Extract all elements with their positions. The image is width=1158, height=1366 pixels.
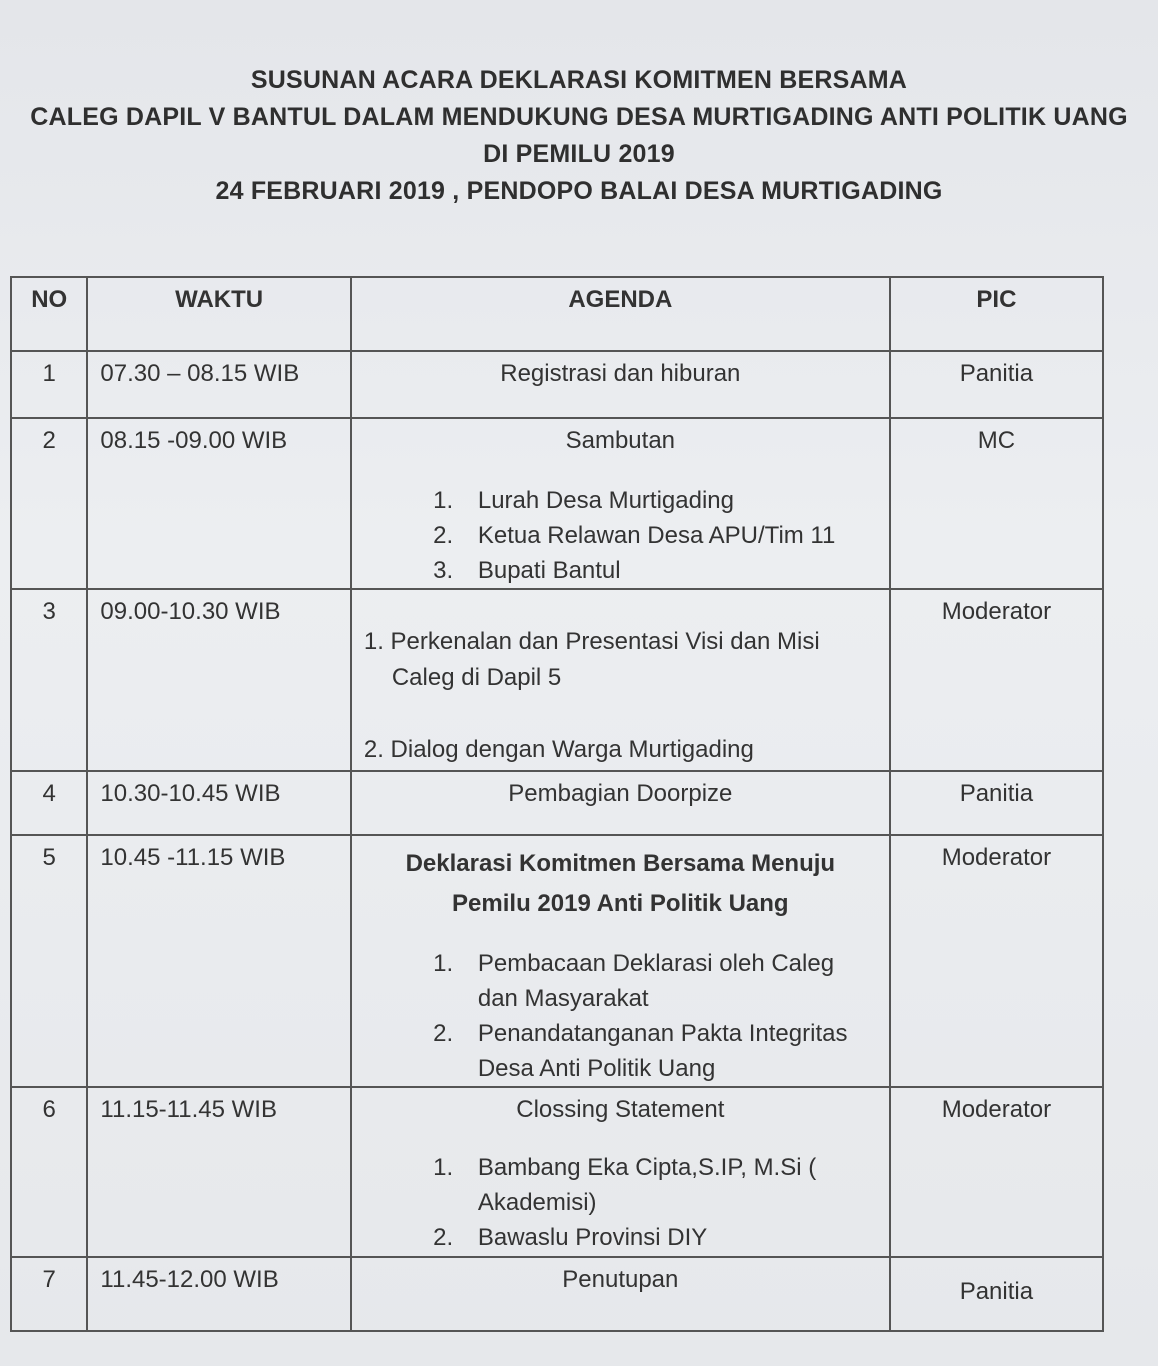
agenda-title: Registrasi dan hiburan bbox=[500, 360, 741, 387]
list-item: 1. Bambang Eka Cipta,S.IP, M.Si ( Akademisi) bbox=[460, 1150, 877, 1220]
row-agenda bbox=[351, 771, 890, 835]
row-pic: Panitia bbox=[890, 1257, 1103, 1331]
row-no: 1 bbox=[11, 351, 87, 418]
agenda-title: Penutupan bbox=[562, 1266, 679, 1293]
table-row bbox=[11, 351, 1103, 418]
row-no: 7 bbox=[11, 1257, 87, 1331]
row-no: 5 bbox=[11, 835, 87, 1087]
agenda-title: Deklarasi Komitmen Bersama Menuju bbox=[405, 850, 836, 877]
row-agenda bbox=[351, 418, 890, 589]
row-pic: Moderator bbox=[890, 1087, 1103, 1257]
row-pic: Panitia bbox=[890, 351, 1103, 418]
agenda-title: Sambutan bbox=[565, 427, 676, 454]
agenda-table bbox=[10, 276, 1104, 1332]
agenda-paragraph bbox=[364, 624, 877, 696]
row-no: 6 bbox=[11, 1087, 87, 1257]
row-pic: Moderator bbox=[890, 589, 1103, 771]
header-line-2: CALEG DAPIL V BANTUL DALAM MENDUKUNG DESA MURTIGADING ANTI POLITIK UANG bbox=[30, 103, 1128, 131]
row-waktu: 10.30-10.45 WIB bbox=[87, 771, 350, 835]
deklarasi-list bbox=[364, 946, 877, 1086]
list-item: 3. Bupati Bantul bbox=[460, 553, 877, 588]
row-no: 4 bbox=[11, 771, 87, 835]
row-pic: Moderator bbox=[890, 835, 1103, 1087]
row-waktu: 07.30 – 08.15 WIB bbox=[87, 351, 350, 418]
agenda-paragraph: 2. Dialog dengan Warga Murtigading bbox=[363, 736, 754, 763]
list-item: 2. Bawaslu Provinsi DIY bbox=[460, 1220, 877, 1255]
column-header-no: NO bbox=[11, 277, 87, 351]
list-item: 2. Ketua Relawan Desa APU/Tim 11 bbox=[460, 518, 877, 553]
table-row bbox=[11, 589, 1103, 771]
table-row bbox=[11, 1087, 1103, 1257]
row-agenda bbox=[351, 351, 890, 418]
header-line-4: 24 FEBRUARI 2019 , PENDOPO BALAI DESA MURTIGADING bbox=[215, 177, 943, 205]
row-pic: Panitia bbox=[890, 771, 1103, 835]
list-item: 2. Penandatanganan Pakta Integritas Desa Anti Politik Uang bbox=[460, 1016, 877, 1086]
paragraph-line: 1. Perkenalan dan Presentasi Visi dan Misi bbox=[363, 628, 820, 655]
list-item: 1. Pembacaan Deklarasi oleh Caleg dan Masyarakat bbox=[460, 946, 877, 1016]
table-row bbox=[11, 1257, 1103, 1331]
list-item: 1. Lurah Desa Murtigading bbox=[460, 483, 877, 518]
table-header-row bbox=[11, 277, 1103, 351]
sambutan-list bbox=[364, 483, 877, 588]
header-line-3: DI PEMILU 2019 bbox=[483, 140, 675, 168]
row-no: 3 bbox=[11, 589, 87, 771]
table-row bbox=[11, 418, 1103, 589]
row-waktu: 11.45-12.00 WIB bbox=[87, 1257, 350, 1331]
row-waktu: 08.15 -09.00 WIB bbox=[87, 418, 350, 589]
table-row bbox=[11, 835, 1103, 1087]
row-agenda bbox=[351, 835, 890, 1087]
row-waktu: 10.45 -11.15 WIB bbox=[87, 835, 350, 1087]
row-waktu: 09.00-10.30 WIB bbox=[87, 589, 350, 771]
column-header-waktu: WAKTU bbox=[87, 277, 350, 351]
column-header-agenda: AGENDA bbox=[351, 277, 890, 351]
table-row bbox=[11, 771, 1103, 835]
row-agenda bbox=[351, 1087, 890, 1257]
document-header bbox=[0, 62, 1158, 210]
column-header-pic: PIC bbox=[890, 277, 1103, 351]
closing-list bbox=[364, 1150, 877, 1255]
agenda-title: Pemilu 2019 Anti Politik Uang bbox=[452, 890, 789, 917]
row-agenda bbox=[351, 589, 890, 771]
row-agenda bbox=[351, 1257, 890, 1331]
row-no: 2 bbox=[11, 418, 87, 589]
paragraph-line: Caleg di Dapil 5 bbox=[391, 664, 562, 691]
agenda-title: Pembagian Doorpize bbox=[508, 780, 733, 807]
row-waktu: 11.15-11.45 WIB bbox=[87, 1087, 350, 1257]
header-line-1: SUSUNAN ACARA DEKLARASI KOMITMEN BERSAMA bbox=[250, 66, 908, 94]
agenda-title: Clossing Statement bbox=[516, 1096, 725, 1123]
row-pic: MC bbox=[890, 418, 1103, 589]
